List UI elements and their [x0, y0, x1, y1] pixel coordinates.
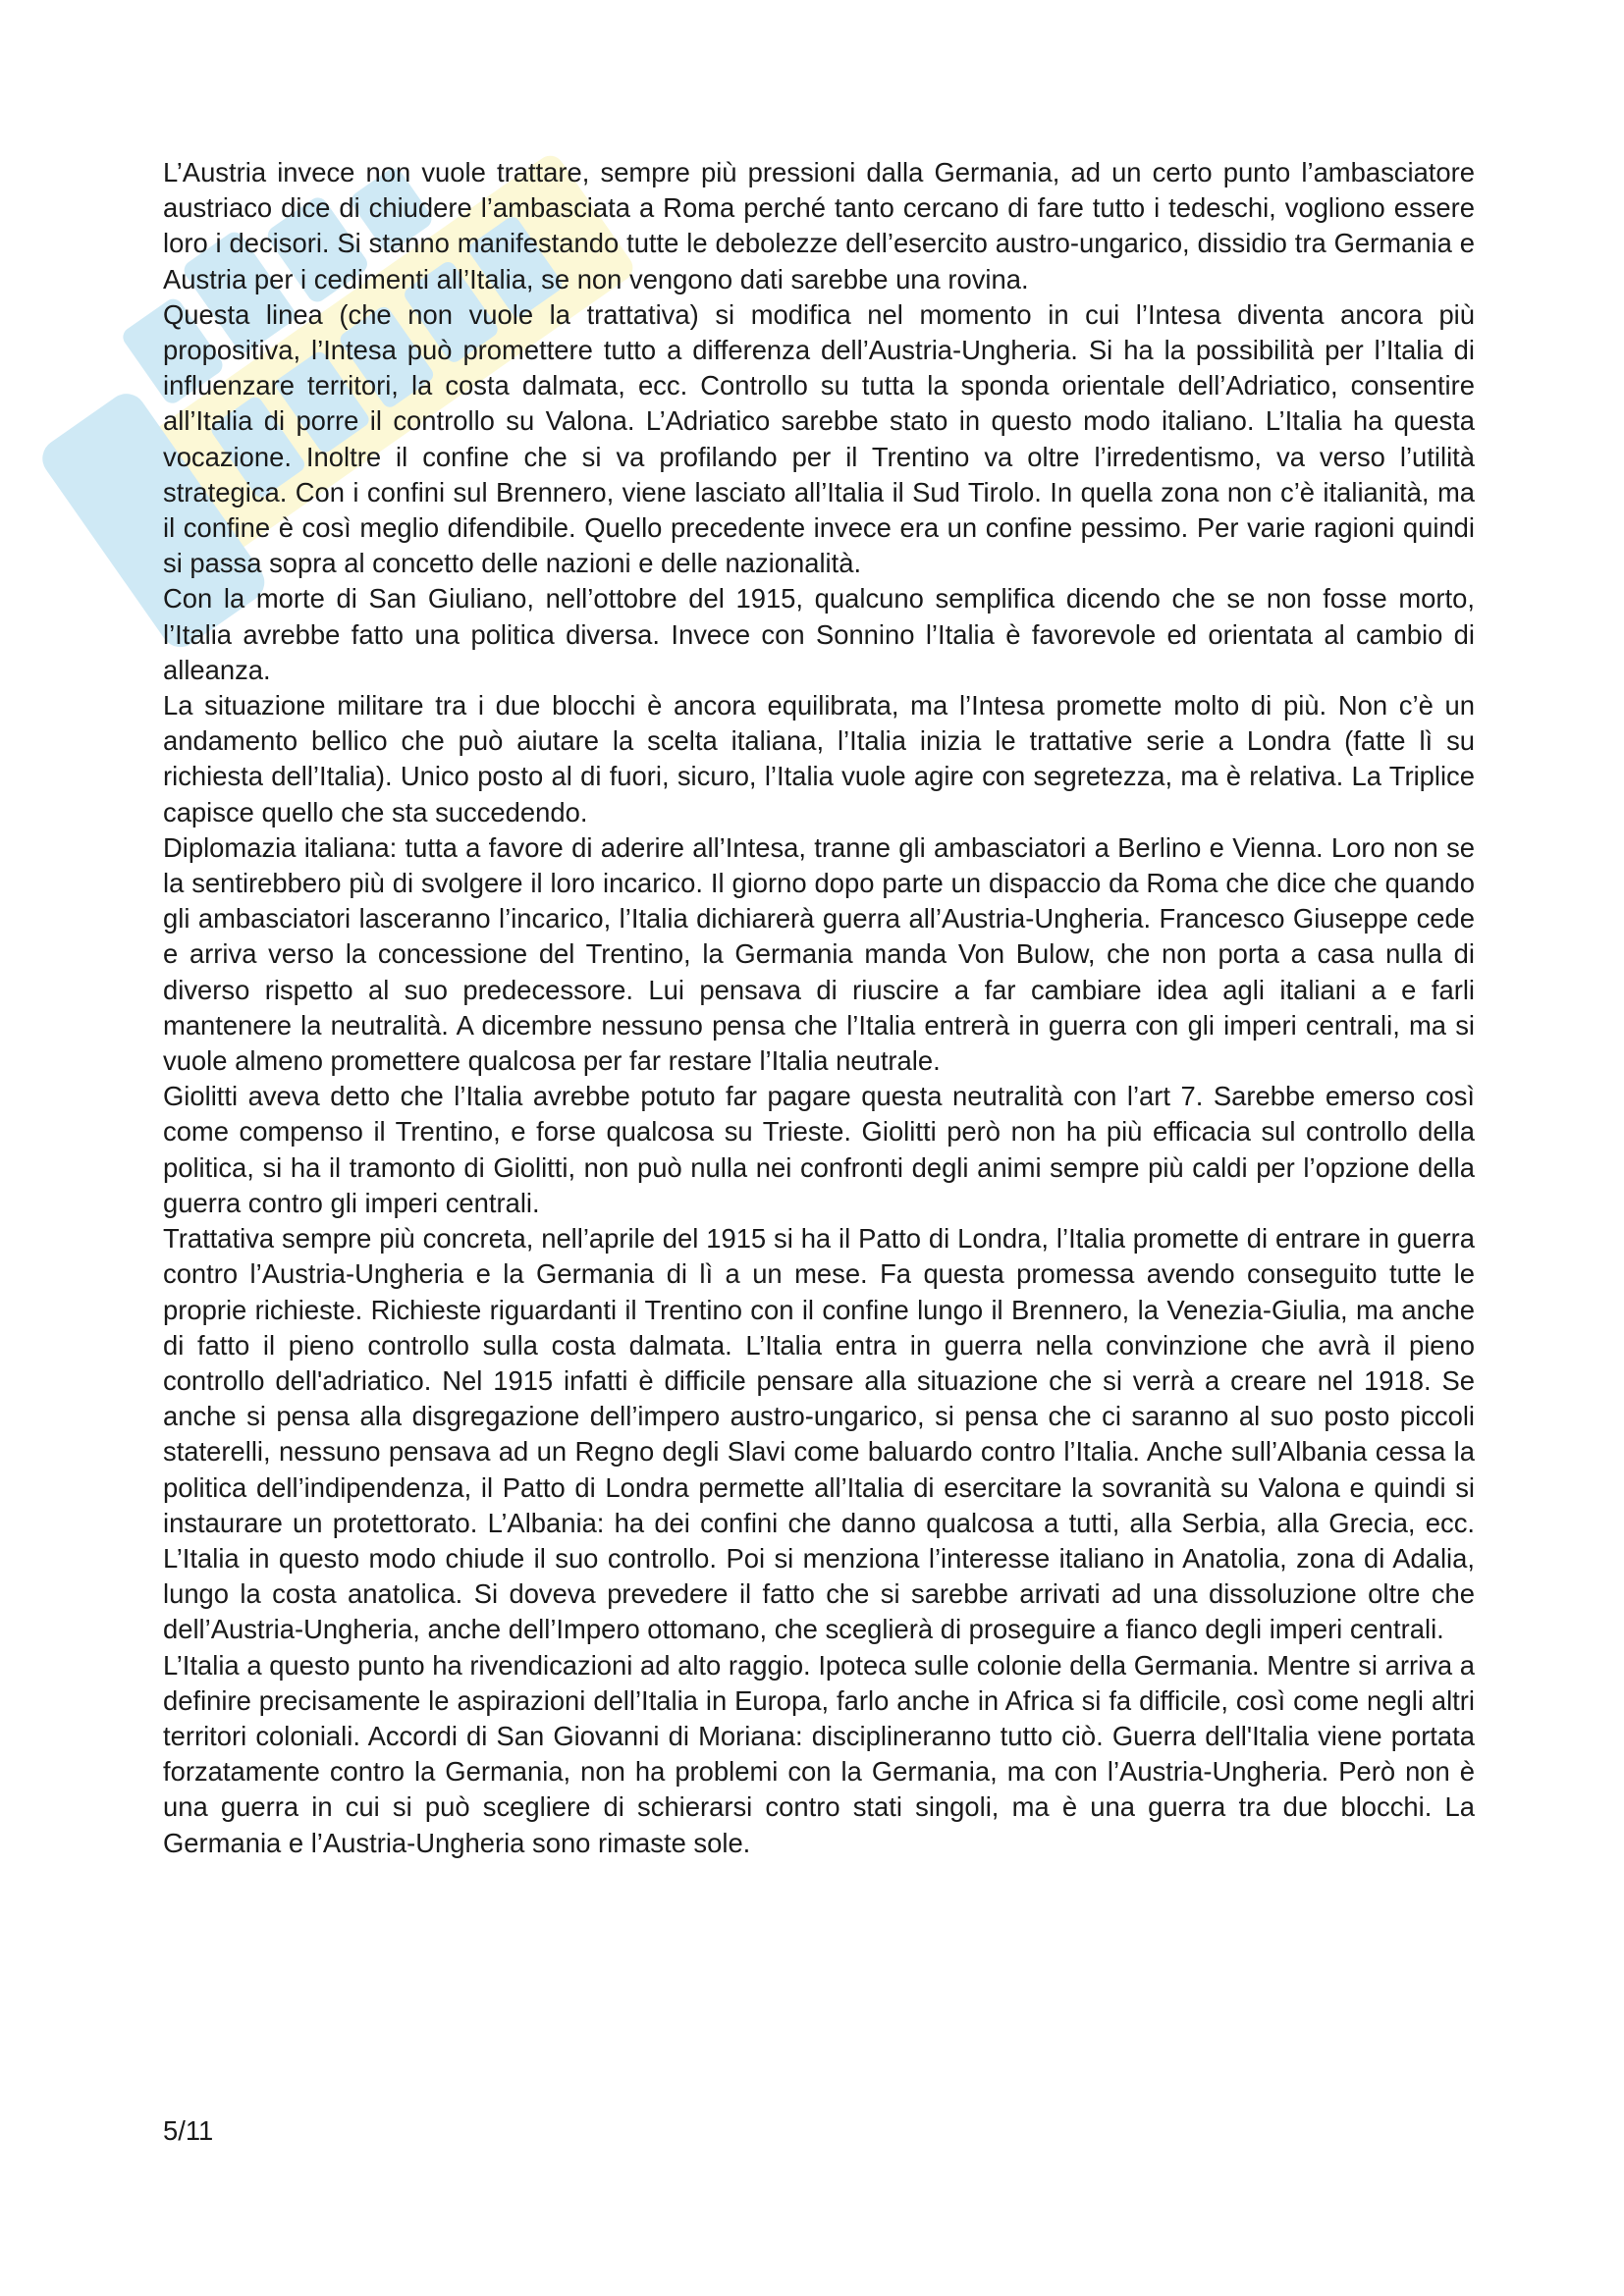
page-number: 5/11	[163, 2115, 214, 2146]
paragraph: Con la morte di San Giuliano, nell’ottobre del 1915, qualcuno semplifica dicendo che se non fosse morto, l’Italia avrebbe fatto una politica diversa. Invece con Sonnino l’Italia è favorevole ed orientata al cambio di alleanza.	[163, 583, 1475, 685]
paragraph: Giolitti aveva detto che l’Italia avrebbe potuto far pagare questa neutralità con l’art 7. Sarebbe emerso così come compenso il Trentino, e forse qualcosa su Trieste. Giolitti però non ha più efficacia sul controllo della politica, si ha il tramonto di Giolitti, non può nulla nei confronti degli animi sempre più caldi per l’opzione della guerra contro gli imperi centrali.	[163, 1081, 1475, 1218]
document-body	[163, 155, 1475, 1861]
paragraph: La situazione militare tra i due blocchi è ancora equilibrata, ma l’Intesa promette molto di più. Non c’è un andamento bellico che può aiutare la scelta italiana, l’Italia inizia le trattative serie a Londra (fatte lì su richiesta dell’Italia). Unico posto al di fuori, sicuro, l’Italia vuole agire con segretezza, ma è relativa. La Triplice capisce quello che sta succedendo.	[163, 690, 1475, 828]
paragraph: Diplomazia italiana: tutta a favore di aderire all’Intesa, tranne gli ambasciatori a Berlino e Vienna. Loro non se la sentirebbero più di svolgere il loro incarico. Il giorno dopo parte un dispaccio da Roma che dice che quando gli ambasciatori lasceranno l’incarico, l’Italia dichiarerà guerra all’Austria-Ungheria. Francesco Giuseppe cede e arriva verso la concessione del Trentino, la Germania manda Von Bulow, che non porta a casa nulla di diverso rispetto al suo predecessore. Lui pensava di riuscire a far cambiare idea agli italiani a e farli mantenere la neutralità. A dicembre nessuno pensa che l’Italia entrerà in guerra con gli imperi centrali, ma si vuole almeno promettere qualcosa per far restare l’Italia neutrale.	[163, 831, 1475, 1077]
paragraph: L’Italia a questo punto ha rivendicazioni ad alto raggio. Ipoteca sulle colonie della Germania. Mentre si arriva a definire precisamente le aspirazioni dell’Italia in Europa, farlo anche in Africa si fa difficile, così come negli altri territori coloniali. Accordi di San Giovanni di Moriana: disciplineranno tutto ciò. Guerra dell'Italia viene portata forzatamente contro la Germania, non ha problemi con la Germania, ma con l’Austria-Ungheria. Però non è una guerra in cui si può scegliere di schierarsi contro stati singoli, ma è una guerra tra due blocchi. La Germania e l’Austria-Ungheria sono rimaste sole.	[163, 1649, 1475, 1858]
paragraph: Trattativa sempre più concreta, nell’aprile del 1915 si ha il Patto di Londra, l’Italia promette di entrare in guerra contro l’Austria-Ungheria e la Germania di lì a un mese. Fa questa promessa avendo conseguito tutte le proprie richieste. Richieste riguardanti il Trentino con il confine lungo il Brennero, la Venezia-Giulia, ma anche di fatto il pieno controllo sulla costa dalmata. L’Italia entra in guerra nella convinzione che avrà il pieno controllo dell'adriatico. Nel 1915 infatti è difficile pensare alla situazione che si verrà a creare nel 1918. Se anche si pensa alla disgregazione dell’impero austro-ungarico, si pensa che ci saranno al suo posto piccoli staterelli, nessuno pensava ad un Regno degli Slavi come baluardo contro l’Italia. Anche sull’Albania cessa la politica dell’indipendenza, il Patto di Londra permette all’Italia di esercitare la sovranità su Valona e quindi si instaurare un protettorato. L’Albania: ha dei confini che danno qualcosa a tutti, alla Serbia, alla Grecia, ecc. L’Italia in questo modo chiude il suo controllo. Poi si menziona l’interesse italiano in Anatolia, zona di Adalia, lungo la costa anatolica. Si doveva prevedere il fatto che si sarebbe arrivati ad una dissoluzione oltre che dell’Austria-Ungheria, anche dell’Impero ottomano, che sceglierà di proseguire a fianco degli imperi centrali.	[163, 1223, 1475, 1645]
paragraph: Questa linea (che non vuole la trattativa) si modifica nel momento in cui l’Intesa diventa ancora più propositiva, l’Intesa può promettere tutto a differenza dell’Austria-Ungheria. Si ha la possibilità per l’Italia di influenzare territori, la costa dalmata, ecc. Controllo su tutta la sponda orientale dell’Adriatico, consentire all’Italia di porre il controllo su Valona. L’Adriatico sarebbe stato in questo modo italiano. L’Italia ha questa vocazione. Inoltre il confine che si va profilando per il Trentino va oltre l’irredentismo, va verso l’utilità strategica. Con i confini sul Brennero, viene lasciato all’Italia il Sud Tirolo. In quella zona non c’è italianità, ma il confine è così meglio difendibile. Quello precedente invece era un confine pessimo. Per varie ragioni quindi si passa sopra al concetto delle nazioni e delle nazionalità.	[163, 298, 1475, 579]
paragraph: L’Austria invece non vuole trattare, sempre più pressioni dalla Germania, ad un certo punto l’ambasciatore austriaco dice di chiudere l’ambasciata a Roma perché tanto cercano di fare tutto i tedeschi, vogliono essere loro i decisori. Si stanno manifestando tutte le debolezze dell’esercito austro-ungarico, dissidio tra Germania e Austria per i cedimenti all’Italia, se non vengono dati sarebbe una rovina.	[163, 157, 1475, 294]
